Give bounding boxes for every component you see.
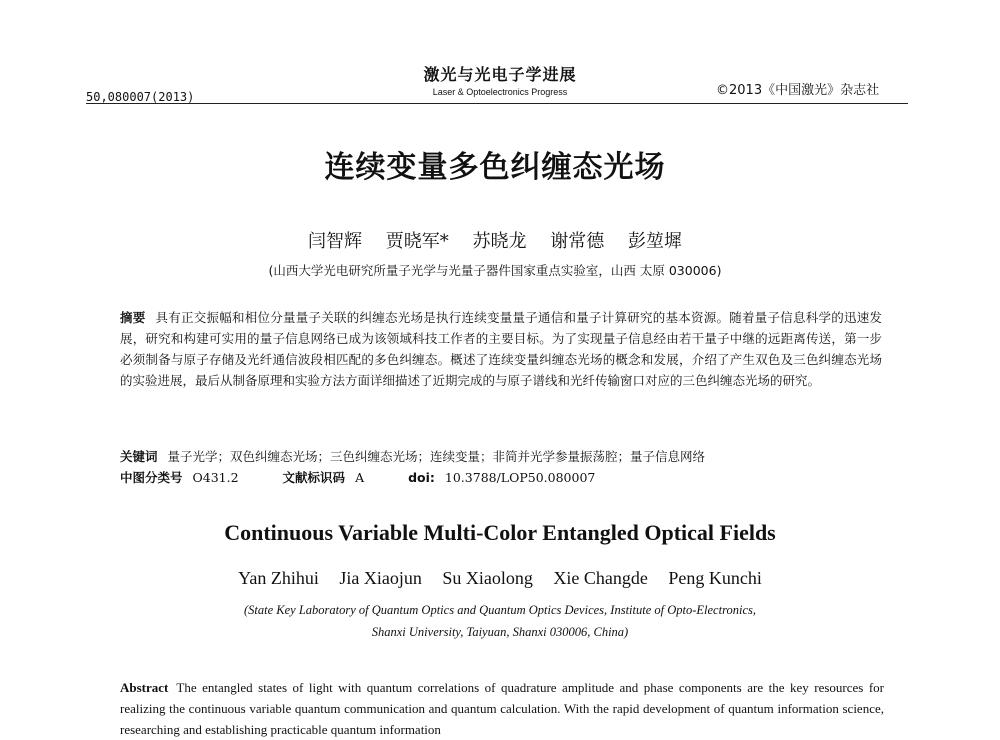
author-en: Yan Zhihui bbox=[238, 568, 319, 588]
doi-label: doi: bbox=[408, 470, 435, 485]
keywords-cn bbox=[120, 447, 882, 465]
doc-code-label: 文献标识码 bbox=[282, 470, 346, 485]
keywords-cn-label: 关键词 bbox=[120, 449, 158, 464]
clc-label: 中图分类号 bbox=[120, 470, 183, 485]
author-cn: 谢常德 bbox=[550, 231, 605, 252]
author-list-en bbox=[0, 568, 1000, 589]
journal-name-en: Laser & Optoelectronics Progress bbox=[432, 87, 568, 97]
abstract-en-text: The entangled states of light with quantum correlations of quadrature amplitude and phase components are the key resources for realizing the continuous variable quantum communication and quantum calculation. With the rapid development of quantum information science, researching and establishing practicable quantum information bbox=[120, 680, 884, 737]
abstract-cn-text: 具有正交振幅和相位分量量子关联的纠缠态光场是执行连续变量量子通信和量子计算研究的基本资源。随着量子信息科学的迅速发展，研究和构建可实用的量子信息网络已成为该领域科技工作者的主要目标。为了实现量子信息经由若干量子中继的远距离传送，第一步必须制备与原子存储及光纤通信波段相匹配的多色纠缠态。概述了连续变量纠缠态光场的概念和发展，介绍了产生双色及三色纠缠态光场的实验进展，最后从制备原理和实验方法方面详细描述了近期完成的与原子谱线和光纤传输窗口对应的三色纠缠态光场的研究。 bbox=[120, 310, 882, 388]
author-en: Su Xiaolong bbox=[442, 568, 533, 588]
affiliation-cn: (山西大学光电研究所量子光学与光量子器件国家重点实验室，山西 太原 030006) bbox=[268, 263, 722, 278]
author-en: Peng Kunchi bbox=[668, 568, 762, 588]
keywords-cn-text: 量子光学；双色纠缠态光场；三色纠缠态光场；连续变量；非简并光学参量振荡腔；量子信息网络 bbox=[167, 449, 706, 464]
author-en: Xie Changde bbox=[553, 568, 648, 588]
abstract-en-label: Abstract bbox=[120, 680, 169, 695]
article-id: 50,080007(2013) bbox=[86, 90, 195, 104]
journal-masthead bbox=[400, 62, 600, 97]
abstract-en bbox=[120, 677, 884, 740]
clc-value: O431.2 bbox=[192, 470, 239, 485]
header-divider bbox=[86, 103, 908, 104]
paper-title-en: Continuous Variable Multi-Color Entangled Optical Fields bbox=[224, 520, 776, 545]
author-en: Jia Xiaojun bbox=[339, 568, 422, 588]
doc-code-value: A bbox=[355, 470, 365, 485]
affiliation-en-line1: (State Key Laboratory of Quantum Optics and Quantum Optics Devices, Institute of Opto-Electronics, bbox=[244, 603, 756, 617]
author-cn: 苏晓龙 bbox=[472, 231, 527, 252]
doi-value: 10.3788/LOP50.080007 bbox=[444, 470, 596, 485]
author-list-cn bbox=[0, 227, 990, 253]
copyright-notice: ©2013《中国激光》杂志社 bbox=[716, 83, 880, 98]
author-cn: 贾晓军* bbox=[385, 231, 449, 252]
abstract-cn-label: 摘要 bbox=[120, 310, 146, 325]
paper-title-cn: 连续变量多色纠缠态光场 bbox=[324, 150, 666, 185]
journal-name-cn: 激光与光电子学进展 bbox=[423, 65, 577, 84]
classification-line bbox=[120, 468, 882, 486]
author-cn: 彭堃墀 bbox=[627, 231, 682, 252]
affiliation-en-line2: Shanxi University, Taiyuan, Shanxi 030006, China) bbox=[371, 625, 629, 639]
abstract-cn bbox=[120, 307, 882, 391]
author-cn: 闫智辉 bbox=[308, 231, 363, 252]
affiliation-en bbox=[0, 599, 1000, 643]
